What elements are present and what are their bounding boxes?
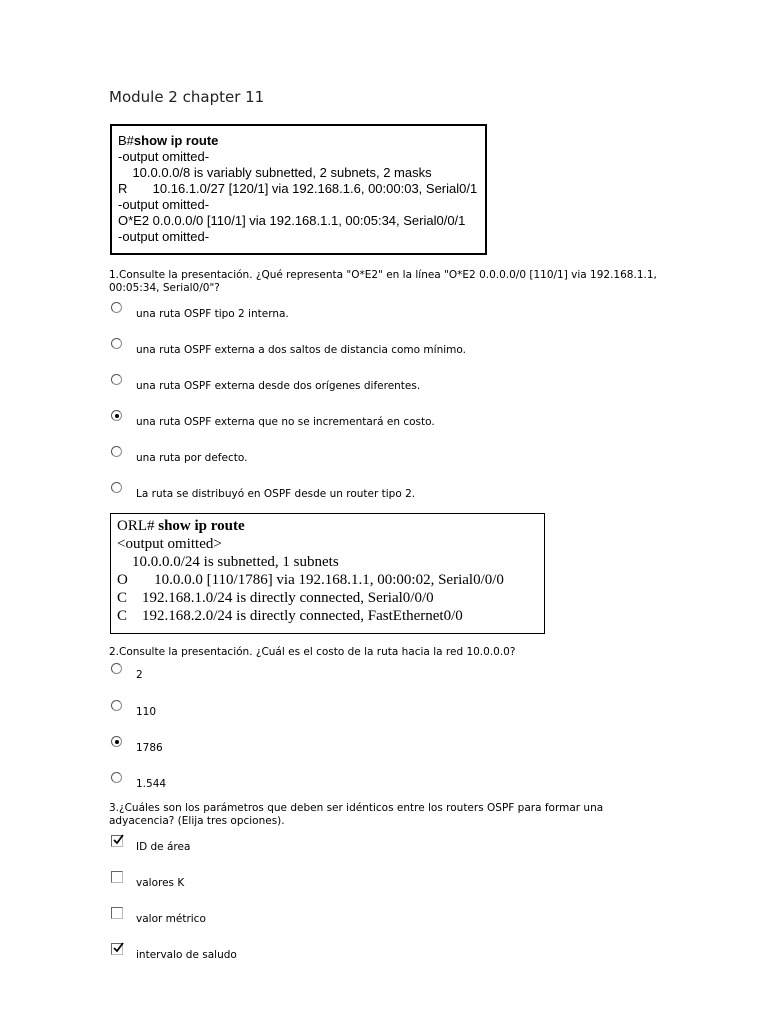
exhibit-2-line: O 10.0.0.0 [110/1786] via 192.168.1.1, 00:00:02, Serial0/0/0 xyxy=(117,572,504,588)
radio-button-selected[interactable] xyxy=(111,736,122,747)
exhibit-1-line: R 10.16.1.0/27 [120/1] via 192.168.1.6, 00:00:03, Serial0/1 xyxy=(118,181,478,196)
option-label: La ruta se distribuyó en OSPF desde un router tipo 2. xyxy=(136,488,416,500)
exhibit-1-line: -output omitted- xyxy=(118,149,210,164)
exhibit-2-line: C 192.168.2.0/24 is directly connected, FastEthernet0/0 xyxy=(117,608,463,624)
radio-button[interactable] xyxy=(111,302,122,313)
exhibit-2-line: 10.0.0.0/24 is subnetted, 1 subnets xyxy=(117,554,339,570)
checkbox-checked[interactable] xyxy=(111,835,122,846)
option-label: una ruta por defecto. xyxy=(136,452,248,464)
option-label: 110 xyxy=(136,706,157,718)
option-label: una ruta OSPF externa desde dos orígenes diferentes. xyxy=(136,380,421,392)
exhibit-2-line: <output omitted> xyxy=(117,536,222,552)
exhibit-1-line: -output omitted- xyxy=(118,197,210,212)
option-label: una ruta OSPF externa a dos saltos de distancia como mínimo. xyxy=(136,344,466,356)
checkbox[interactable] xyxy=(111,907,122,918)
question-2-text: 2.Consulte la presentación. ¿Cuál es el costo de la ruta hacia la red 10.0.0.0? xyxy=(109,646,516,658)
exhibit-1-command: show ip route xyxy=(133,133,219,148)
radio-button[interactable] xyxy=(111,446,122,457)
checkbox-checked[interactable] xyxy=(111,943,122,954)
exhibit-2-router-output xyxy=(110,513,545,634)
option-label: una ruta OSPF externa que no se incrementará en costo. xyxy=(136,416,435,428)
radio-button[interactable] xyxy=(111,482,122,493)
option-label: ID de área xyxy=(136,841,191,853)
exhibit-1-line: O*E2 0.0.0.0/0 [110/1] via 192.168.1.1, 00:05:34, Serial0/0/1 xyxy=(118,213,466,228)
option-label: 1.544 xyxy=(136,778,167,790)
radio-button[interactable] xyxy=(111,663,122,674)
option-label: valores K xyxy=(136,877,185,889)
exhibit-1-command-line xyxy=(118,133,479,149)
question-3-text: 3.¿Cuáles son los parámetros que deben ser idénticos entre los routers OSPF para formar una adyacencia? (Elija tres opciones). xyxy=(109,802,604,827)
radio-button[interactable] xyxy=(111,700,122,711)
option-label: valor métrico xyxy=(136,913,206,925)
exhibit-1-line: 10.0.0.0/8 is variably subnetted, 2 subnets, 2 masks xyxy=(118,165,432,180)
radio-button-selected[interactable] xyxy=(111,410,122,421)
exhibit-2-command-line xyxy=(117,517,538,535)
radio-button[interactable] xyxy=(111,772,122,783)
exhibit-1-router-output xyxy=(110,124,487,255)
exhibit-1-line: -output omitted- xyxy=(118,229,210,244)
option-label: 1786 xyxy=(136,742,163,754)
exhibit-1-prompt: B# xyxy=(118,133,134,148)
option-label: intervalo de saludo xyxy=(136,949,237,961)
exhibit-2-prompt: ORL# xyxy=(117,518,155,534)
question-1-text: 1.Consulte la presentación. ¿Qué representa "O*E2" en la línea "O*E2 0.0.0.0/0 [110/1] via 192.168.1.1, 00:05:34, Serial0/0"? xyxy=(109,269,657,294)
radio-button[interactable] xyxy=(111,374,122,385)
exhibit-2-line: C 192.168.1.0/24 is directly connected, Serial0/0/0 xyxy=(117,590,434,606)
option-label: una ruta OSPF tipo 2 interna. xyxy=(136,308,289,320)
checkbox[interactable] xyxy=(111,871,122,882)
page-title: Module 2 chapter 11 xyxy=(109,88,265,106)
radio-button[interactable] xyxy=(111,338,122,349)
exhibit-2-command: show ip route xyxy=(158,518,245,534)
option-label: 2 xyxy=(136,669,143,681)
